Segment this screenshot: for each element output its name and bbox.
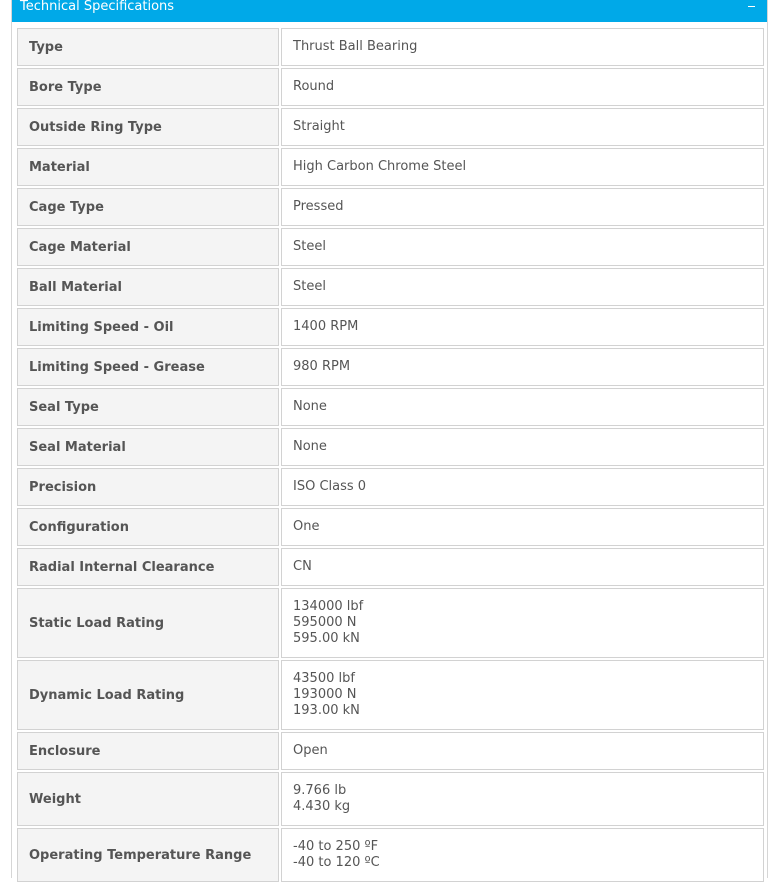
table-row [17, 588, 764, 658]
panel-header[interactable] [12, 0, 767, 22]
table-row [17, 732, 764, 770]
spec-value [281, 588, 764, 658]
table-row [17, 660, 764, 730]
spec-value-line: High Carbon Chrome Steel [293, 159, 467, 174]
spec-label: Ball Material [17, 268, 279, 306]
spec-value [281, 508, 764, 546]
spec-value-line: 4.430 kg [293, 799, 351, 814]
spec-value-line: Pressed [293, 199, 344, 214]
spec-label: Seal Material [17, 428, 279, 466]
table-row [17, 308, 764, 346]
spec-value-line: -40 to 250 ºF [293, 839, 379, 854]
spec-value [281, 548, 764, 586]
spec-value-line: None [293, 439, 327, 454]
spec-label: Operating Temperature Range [17, 828, 279, 882]
table-row [17, 772, 764, 826]
spec-value [281, 660, 764, 730]
spec-value [281, 468, 764, 506]
spec-label: Bore Type [17, 68, 279, 106]
spec-table-body [17, 28, 764, 882]
spec-value-line: 1400 RPM [293, 319, 359, 334]
spec-label: Radial Internal Clearance [17, 548, 279, 586]
spec-value [281, 228, 764, 266]
spec-value-line: ISO Class 0 [293, 479, 367, 494]
table-row [17, 548, 764, 586]
spec-value [281, 828, 764, 882]
spec-value [281, 68, 764, 106]
spec-value-line: 134000 lbf [293, 599, 364, 614]
spec-value-line: 193.00 kN [293, 703, 360, 718]
spec-table [15, 26, 766, 884]
table-row [17, 188, 764, 226]
table-row [17, 828, 764, 882]
spec-value [281, 108, 764, 146]
spec-label: Configuration [17, 508, 279, 546]
spec-value [281, 732, 764, 770]
spec-value [281, 388, 764, 426]
spec-value-line: -40 to 120 ºC [293, 855, 380, 870]
table-row [17, 68, 764, 106]
spec-value-line: 43500 lbf [293, 671, 355, 686]
spec-label: Limiting Speed - Grease [17, 348, 279, 386]
spec-value-line: Straight [293, 119, 345, 134]
spec-value-line: 595.00 kN [293, 631, 360, 646]
table-row [17, 28, 764, 66]
spec-label: Limiting Speed - Oil [17, 308, 279, 346]
spec-value [281, 148, 764, 186]
spec-value-line: 9.766 lb [293, 783, 347, 798]
spec-value [281, 308, 764, 346]
spec-value-line: Steel [293, 239, 326, 254]
spec-label: Weight [17, 772, 279, 826]
table-row [17, 108, 764, 146]
table-row [17, 348, 764, 386]
spec-value-line: CN [293, 559, 312, 574]
spec-label: Enclosure [17, 732, 279, 770]
spec-label: Precision [17, 468, 279, 506]
table-row [17, 388, 764, 426]
spec-value-line: Open [293, 743, 328, 758]
spec-label: Cage Type [17, 188, 279, 226]
panel-title: Technical Specifications [20, 0, 175, 14]
spec-value [281, 428, 764, 466]
table-row [17, 148, 764, 186]
spec-label: Outside Ring Type [17, 108, 279, 146]
table-row [17, 428, 764, 466]
spec-value-line: 193000 N [293, 687, 357, 702]
spec-label: Material [17, 148, 279, 186]
spec-label: Type [17, 28, 279, 66]
table-row [17, 228, 764, 266]
spec-value [281, 28, 764, 66]
spec-value [281, 772, 764, 826]
spec-value-line: 980 RPM [293, 359, 351, 374]
spec-value-line: None [293, 399, 327, 414]
spec-label: Cage Material [17, 228, 279, 266]
spec-label: Seal Type [17, 388, 279, 426]
minus-icon[interactable] [747, 2, 757, 10]
table-row [17, 508, 764, 546]
spec-value-line: Round [293, 79, 335, 94]
spec-value [281, 348, 764, 386]
spec-label: Dynamic Load Rating [17, 660, 279, 730]
spec-value-line: Steel [293, 279, 326, 294]
spec-value [281, 268, 764, 306]
spec-value-line: Thrust Ball Bearing [293, 39, 418, 54]
spec-value-line: 595000 N [293, 615, 357, 630]
spec-value-line: One [293, 519, 320, 534]
spec-label: Static Load Rating [17, 588, 279, 658]
technical-specifications-panel [11, 0, 768, 878]
table-row [17, 268, 764, 306]
spec-value [281, 188, 764, 226]
table-row [17, 468, 764, 506]
